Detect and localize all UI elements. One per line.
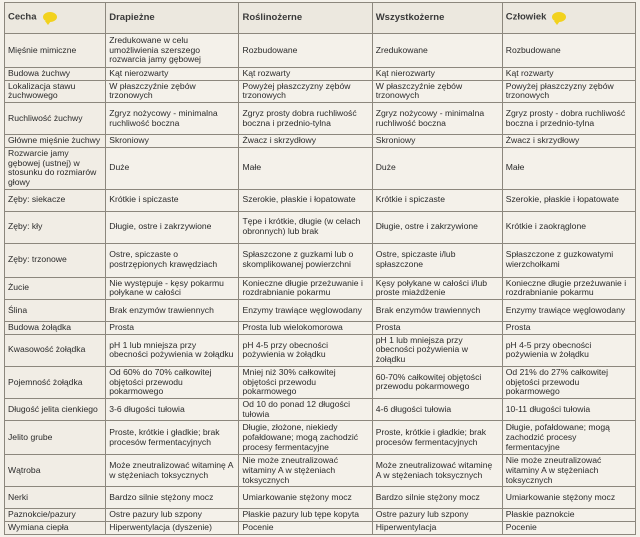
row-label: Budowa żuchwy [5, 68, 106, 81]
table-cell: Rozbudowane [502, 34, 635, 68]
row-label: Kwasowość żołądka [5, 334, 106, 366]
table-cell: W płaszczyźnie zębów trzonowych [106, 80, 239, 102]
table-row [5, 334, 636, 366]
comparison-table [4, 2, 636, 535]
table-cell: Duże [106, 147, 239, 189]
table-cell: Prosta lub wielokomorowa [239, 322, 372, 335]
row-label: Mięśnie mimiczne [5, 34, 106, 68]
header-roslinozerne [239, 3, 372, 34]
table-cell: Kąt rozwarty [502, 68, 635, 81]
table-row [5, 522, 636, 535]
table-cell: Małe [502, 147, 635, 189]
table-cell: Zredukowane w celu umożliwienia szerszego rozwarcia jamy gębowej [106, 34, 239, 68]
table-cell: Długie, ostre i zakrzywione [106, 211, 239, 243]
table-cell: Szerokie, płaskie i łopatowate [239, 189, 372, 211]
table-row [5, 189, 636, 211]
header-czlowiek [502, 3, 635, 34]
row-label: Zęby: siekacze [5, 189, 106, 211]
row-label: Paznokcie/pazury [5, 509, 106, 522]
row-label: Główne mięśnie żuchwy [5, 135, 106, 148]
table-cell: pH 4-5 przy obecności pożywienia w żołądku [239, 334, 372, 366]
table-cell: Powyżej płaszczyzny zębów trzonowych [239, 80, 372, 102]
table-cell: Kęsy połykane w całości i/lub proste miażdżenie [372, 277, 502, 299]
table-cell: Spłaszczone z guzkami lub o skomplikowanej powierzchni [239, 243, 372, 277]
header-label: Człowiek [505, 11, 547, 23]
row-label: Długość jelita cienkiego [5, 398, 106, 420]
table-row [5, 103, 636, 135]
table-cell: Zgryz prosty dobra ruchliwość boczna i przednio-tylna [239, 103, 372, 135]
table-cell: Brak enzymów trawiennych [106, 300, 239, 322]
table-cell: Długie, złożone, niekiedy pofałdowane; mogą zachodzić procesy fermentacyjne [239, 421, 372, 455]
table-cell: Kąt nierozwarty [372, 68, 502, 81]
table-cell: Proste, krótkie i gładkie; brak procesów fermentacyjnych [372, 421, 502, 455]
row-label: Nerki [5, 487, 106, 509]
table-cell: Enzymy trawiące węglowodany [239, 300, 372, 322]
table-row [5, 135, 636, 148]
table-cell: Żwacz i skrzydłowy [239, 135, 372, 148]
table-cell: Bardzo silnie stężony mocz [106, 487, 239, 509]
table-row [5, 366, 636, 398]
table-cell: Enzymy trawiące węglowodany [502, 300, 635, 322]
table-cell: Skroniowy [106, 135, 239, 148]
table-cell: Pocenie [239, 522, 372, 535]
table-cell: Tępe i krótkie, długie (w celach obronnych) lub brak [239, 211, 372, 243]
table-cell: Od 10 do ponad 12 długości tułowia [239, 398, 372, 420]
table-cell: Ostre pazury lub szpony [372, 509, 502, 522]
row-label: Zęby: trzonowe [5, 243, 106, 277]
row-label: Żucie [5, 277, 106, 299]
table-cell: Długie, pofałdowane; mogą zachodzić procesy fermentacyjne [502, 421, 635, 455]
table-cell: Zgryz nożycowy - minimalna ruchliwość boczna [106, 103, 239, 135]
table-cell: Hiperwentylacja (dyszenie) [106, 522, 239, 535]
table-cell: Od 21% do 27% całkowitej objętości przewodu pokarmowego [502, 366, 635, 398]
table-cell: Proste, krótkie i gładkie; brak procesów fermentacyjnych [106, 421, 239, 455]
row-label: Rozwarcie jamy gębowej (ustnej) w stosunku do rozmiarów głowy [5, 147, 106, 189]
table-cell: pH 1 lub mniejsza przy obecności pożywienia w żołądku [372, 334, 502, 366]
table-cell: Kąt nierozwarty [106, 68, 239, 81]
table-cell: Umiarkowanie stężony mocz [502, 487, 635, 509]
table-cell: Małe [239, 147, 372, 189]
table-cell: Powyżej płaszczyzny zębów trzonowych [502, 80, 635, 102]
table-header-row [5, 3, 636, 34]
table-cell: Długie, ostre i zakrzywione [372, 211, 502, 243]
header-label: Wszystkożerne [375, 11, 445, 23]
header-cecha [5, 3, 106, 34]
table-cell: pH 1 lub mniejsza przy obecności pożywienia w żołądku [106, 334, 239, 366]
table-cell: Krótkie i spiczaste [372, 189, 502, 211]
table-row [5, 421, 636, 455]
table-cell: Pocenie [502, 522, 635, 535]
table-cell: Płaskie pazury lub tępe kopyta [239, 509, 372, 522]
row-label: Jelito grube [5, 421, 106, 455]
header-drapiezne [106, 3, 239, 34]
table-cell: 10-11 długości tułowia [502, 398, 635, 420]
table-row [5, 322, 636, 335]
table-row [5, 147, 636, 189]
table-cell: Hiperwentylacja [372, 522, 502, 535]
table-row [5, 277, 636, 299]
table-row [5, 211, 636, 243]
table-cell: Krótkie i zaokrąglone [502, 211, 635, 243]
table-cell: Ostre, spiczaste o postrzępionych krawędziach [106, 243, 239, 277]
table-cell: Prosta [106, 322, 239, 335]
table-row [5, 243, 636, 277]
row-label: Ruchliwość żuchwy [5, 103, 106, 135]
row-label: Ślina [5, 300, 106, 322]
table-cell: Od 60% do 70% całkowitej objętości przewodu pokarmowego [106, 366, 239, 398]
table-cell: 3-6 długości tułowia [106, 398, 239, 420]
table-cell: Nie występuje - kęsy pokarmu połykane w całości [106, 277, 239, 299]
table-cell: Duże [372, 147, 502, 189]
table-cell: Konieczne długie przeżuwanie i rozdrabnianie pokarmu [239, 277, 372, 299]
table-cell: 4-6 długości tułowia [372, 398, 502, 420]
table-cell: Prosta [502, 322, 635, 335]
table-cell: Płaskie paznokcie [502, 509, 635, 522]
table-cell: Bardzo silnie stężony mocz [372, 487, 502, 509]
table-cell: Kąt rozwarty [239, 68, 372, 81]
table-cell: Rozbudowane [239, 34, 372, 68]
row-label: Lokalizacja stawu żuchwowego [5, 80, 106, 102]
table-row [5, 80, 636, 102]
table-cell: Nie może zneutralizować witaminy A w stężeniach toksycznych [239, 455, 372, 487]
header-label: Cecha [8, 11, 37, 23]
table-row [5, 34, 636, 68]
table-cell: pH 4-5 przy obecności pożywienia w żołądku [502, 334, 635, 366]
table-row [5, 455, 636, 487]
table-cell: Spłaszczone z guzkowatymi wierzchołkami [502, 243, 635, 277]
table-cell: Może zneutralizować witaminę A w stężeniach toksycznych [372, 455, 502, 487]
table-row [5, 300, 636, 322]
table-row [5, 68, 636, 81]
table-cell: Konieczne długie przeżuwanie i rozdrabnianie pokarmu [502, 277, 635, 299]
table-cell: Szerokie, płaskie i łopatowate [502, 189, 635, 211]
table-row [5, 509, 636, 522]
table-cell: Ostre, spiczaste i/lub spłaszczone [372, 243, 502, 277]
speech-bubble-icon [552, 12, 566, 22]
table-cell: Umiarkowanie stężony mocz [239, 487, 372, 509]
table-cell: Brak enzymów trawiennych [372, 300, 502, 322]
table-cell: Skroniowy [372, 135, 502, 148]
row-label: Budowa żołądka [5, 322, 106, 335]
table-cell: Mniej niż 30% całkowitej objętości przewodu pokarmowego [239, 366, 372, 398]
table-cell: Prosta [372, 322, 502, 335]
table-cell: Zgryz nożycowy - minimalna ruchliwość boczna [372, 103, 502, 135]
row-label: Pojemność żołądka [5, 366, 106, 398]
table-cell: Zredukowane [372, 34, 502, 68]
header-label: Roślinożerne [242, 11, 303, 23]
row-label: Wątroba [5, 455, 106, 487]
table-cell: Krótkie i spiczaste [106, 189, 239, 211]
header-label: Drapieżne [109, 11, 155, 23]
table-row [5, 398, 636, 420]
table-cell: Żwacz i skrzydłowy [502, 135, 635, 148]
table-cell: Nie może zneutralizować witaminy A w stężeniach toksycznych [502, 455, 635, 487]
speech-bubble-icon [43, 12, 57, 22]
header-wszystkozerne [372, 3, 502, 34]
table-row [5, 487, 636, 509]
table-cell: Ostre pazury lub szpony [106, 509, 239, 522]
table-cell: W płaszczyźnie zębów trzonowych [372, 80, 502, 102]
row-label: Wymiana ciepła [5, 522, 106, 535]
row-label: Zęby: kły [5, 211, 106, 243]
table-cell: Zgryz prosty - dobra ruchliwość boczna i przednio-tylna [502, 103, 635, 135]
table-cell: Może zneutralizować witaminę A w stężeniach toksycznych [106, 455, 239, 487]
table-cell: 60-70% całkowitej objętości przewodu pokarmowego [372, 366, 502, 398]
